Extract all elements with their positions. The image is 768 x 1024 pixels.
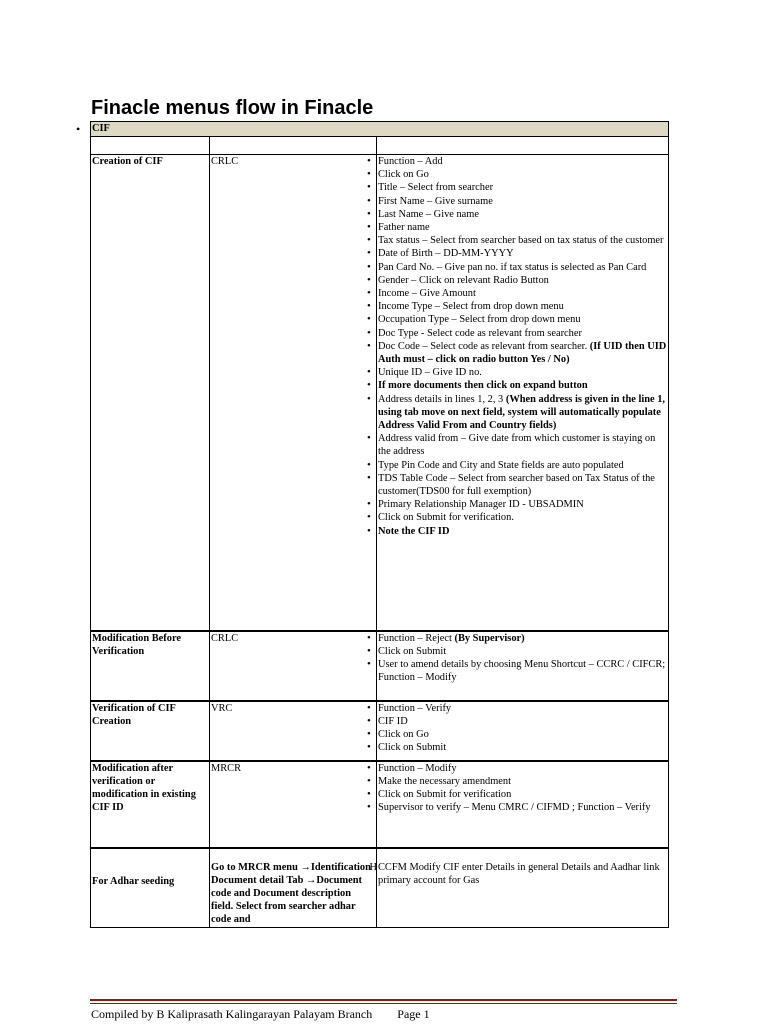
- step-item: [378, 393, 667, 406]
- step-item: [378, 208, 667, 221]
- step-item: [378, 525, 667, 538]
- step-item: [378, 300, 667, 313]
- step-text: Function – Add: [378, 156, 443, 167]
- row-steps: [377, 701, 669, 761]
- step-text: Function – Reject: [378, 632, 455, 644]
- row-steps: [377, 761, 669, 848]
- step-emphasis: Note the CIF ID: [378, 525, 450, 537]
- step-item: [378, 287, 667, 300]
- step-item: [378, 406, 667, 419]
- table-row: [91, 761, 669, 848]
- step-emphasis: using tab move on next field, system will automatically populate: [378, 406, 661, 418]
- row-label: Modification Before Verification: [91, 631, 210, 701]
- row-steps: [377, 631, 669, 701]
- step-emphasis: (By Supervisor): [454, 632, 525, 644]
- step-item: [378, 498, 667, 511]
- step-text: Tax status – Select from searcher based on tax status of the customer: [378, 235, 664, 247]
- table-row: [91, 701, 669, 761]
- steps-list: [378, 155, 667, 538]
- step-item: [378, 274, 667, 287]
- row-menu-code: VRC: [210, 701, 377, 761]
- step-item: [378, 632, 667, 645]
- step-text: Occupation Type – Select from drop down menu: [378, 314, 581, 326]
- section-header-row: [91, 122, 669, 137]
- step-text: CIF ID: [378, 715, 408, 727]
- row-menu-code: CRLC: [210, 631, 377, 701]
- step-text: TDS Table Code – Select from searcher based on Tax Status of the customer(TDS00 for full exemption): [378, 472, 655, 498]
- step-item: [378, 340, 667, 353]
- step-item: [378, 327, 667, 340]
- step-item: [378, 658, 667, 671]
- step-emphasis: (When address is given in the line 1,: [505, 393, 666, 405]
- row-steps: [377, 155, 669, 631]
- table-row: [91, 631, 669, 701]
- steps-list: [378, 632, 667, 685]
- step-item: [378, 379, 667, 392]
- adhar-menu-overflow: H: [369, 861, 377, 873]
- footer: [91, 1007, 430, 1021]
- footer-credit: Compiled by B Kaliprasath Kalingarayan Palayam Branch: [91, 1007, 373, 1021]
- step-item: [378, 702, 667, 715]
- step-text: Income Type – Select from drop down menu: [378, 301, 564, 313]
- step-item: [378, 234, 667, 247]
- step-item: [378, 762, 667, 775]
- step-item: [378, 715, 667, 728]
- step-text: User to amend details by choosing Menu Shortcut – CCRC / CIFCR;: [378, 658, 666, 670]
- page-number: Page 1: [397, 1007, 430, 1021]
- step-emphasis: (If UID then UID: [589, 340, 667, 352]
- row-menu-code: CRLC: [210, 155, 377, 631]
- step-text: Click on Submit for verification.: [378, 512, 514, 524]
- step-item: [378, 645, 667, 658]
- step-text: Supervisor to verify – Menu CMRC / CIFMD ; Function – Verify: [378, 802, 651, 814]
- steps-list: [378, 702, 667, 755]
- step-text: Address valid from – Give date from which customer is staying on the address: [378, 433, 656, 458]
- step-text: Income – Give Amount: [378, 288, 476, 300]
- section-header: CIF: [91, 122, 669, 137]
- step-item: [378, 801, 667, 814]
- step-item: [378, 788, 667, 801]
- table-row: [91, 155, 669, 631]
- step-item: [378, 155, 667, 168]
- step-item: [378, 195, 667, 208]
- step-text: Click on Go: [378, 728, 429, 740]
- step-text: Function – Modify: [378, 762, 457, 774]
- step-text: Address details in lines 1, 2, 3: [378, 393, 506, 405]
- step-text: Last Name – Give name: [378, 208, 479, 220]
- footer-rule: [90, 999, 677, 1001]
- steps-list: [378, 762, 667, 815]
- adhar-menu-path: Go to MRCR menu →Identification Document detail Tab →Document code and Document description field. Select from searcher adhar code and: [211, 861, 371, 926]
- row-label: Verification of CIF Creation: [91, 701, 210, 761]
- blank-row: [91, 137, 669, 155]
- step-item: [378, 728, 667, 741]
- step-text: Father name: [378, 222, 430, 234]
- step-text: Function – Modify: [378, 672, 457, 684]
- step-text: First Name – Give surname: [378, 195, 493, 207]
- row-label: Modification after verification or modification in existing CIF ID: [91, 761, 210, 848]
- step-item: [378, 247, 667, 260]
- step-text: Click on Submit: [378, 645, 447, 657]
- step-emphasis: If more documents then click on expand button: [378, 380, 588, 392]
- step-emphasis: Address Valid From and Country fields): [378, 420, 557, 432]
- step-text: Click on Submit for verification: [378, 788, 512, 800]
- adhar-detail: CCFM Modify CIF enter Details in general Details and Aadhar link primary account for Gas: [377, 848, 669, 928]
- page-title: Finacle menus flow in Finacle: [91, 97, 374, 119]
- step-item: [378, 419, 667, 432]
- step-item: [378, 472, 667, 498]
- step-item: [378, 168, 667, 181]
- step-item: [378, 741, 667, 754]
- step-item: [378, 459, 667, 472]
- step-item: [378, 366, 667, 379]
- step-text: Click on Submit: [378, 742, 447, 754]
- step-text: Primary Relationship Manager ID - UBSADMIN: [378, 499, 584, 511]
- step-item: [378, 511, 667, 524]
- menu-table: [90, 121, 669, 928]
- step-text: Type Pin Code and City and State fields are auto populated: [378, 459, 624, 471]
- adhar-row: [91, 848, 669, 928]
- step-text: Function – Verify: [378, 702, 452, 714]
- step-text: Unique ID – Give ID no.: [378, 367, 482, 379]
- step-text: Make the necessary amendment: [378, 775, 512, 787]
- step-text: Click on Go: [378, 169, 429, 181]
- step-item: [378, 775, 667, 788]
- step-emphasis: Auth must – click on radio button Yes / No): [378, 354, 570, 366]
- step-text: Doc Type - Select code as relevant from searcher: [378, 327, 582, 339]
- step-text: Pan Card No. – Give pan no. if tax status is selected as Pan Card: [378, 261, 647, 273]
- step-item: [378, 261, 667, 274]
- step-text: Doc Code – Select code as relevant from searcher.: [378, 340, 590, 352]
- step-item: [378, 432, 667, 458]
- row-menu-code: MRCR: [210, 761, 377, 848]
- step-text: Date of Birth – DD-MM-YYYY: [378, 248, 514, 260]
- step-text: Title – Select from searcher: [378, 182, 494, 194]
- step-item: [378, 353, 667, 366]
- footer-rule-thin: [90, 1003, 677, 1004]
- adhar-menu-cell: [210, 848, 377, 928]
- step-text: Gender – Click on relevant Radio Button: [378, 274, 549, 286]
- step-item: [378, 221, 667, 234]
- step-item: [378, 671, 667, 684]
- adhar-label: For Adhar seeding: [91, 848, 210, 928]
- row-label: Creation of CIF: [91, 155, 210, 631]
- step-item: [378, 313, 667, 326]
- step-item: [378, 181, 667, 194]
- section-bullet: •: [76, 122, 81, 136]
